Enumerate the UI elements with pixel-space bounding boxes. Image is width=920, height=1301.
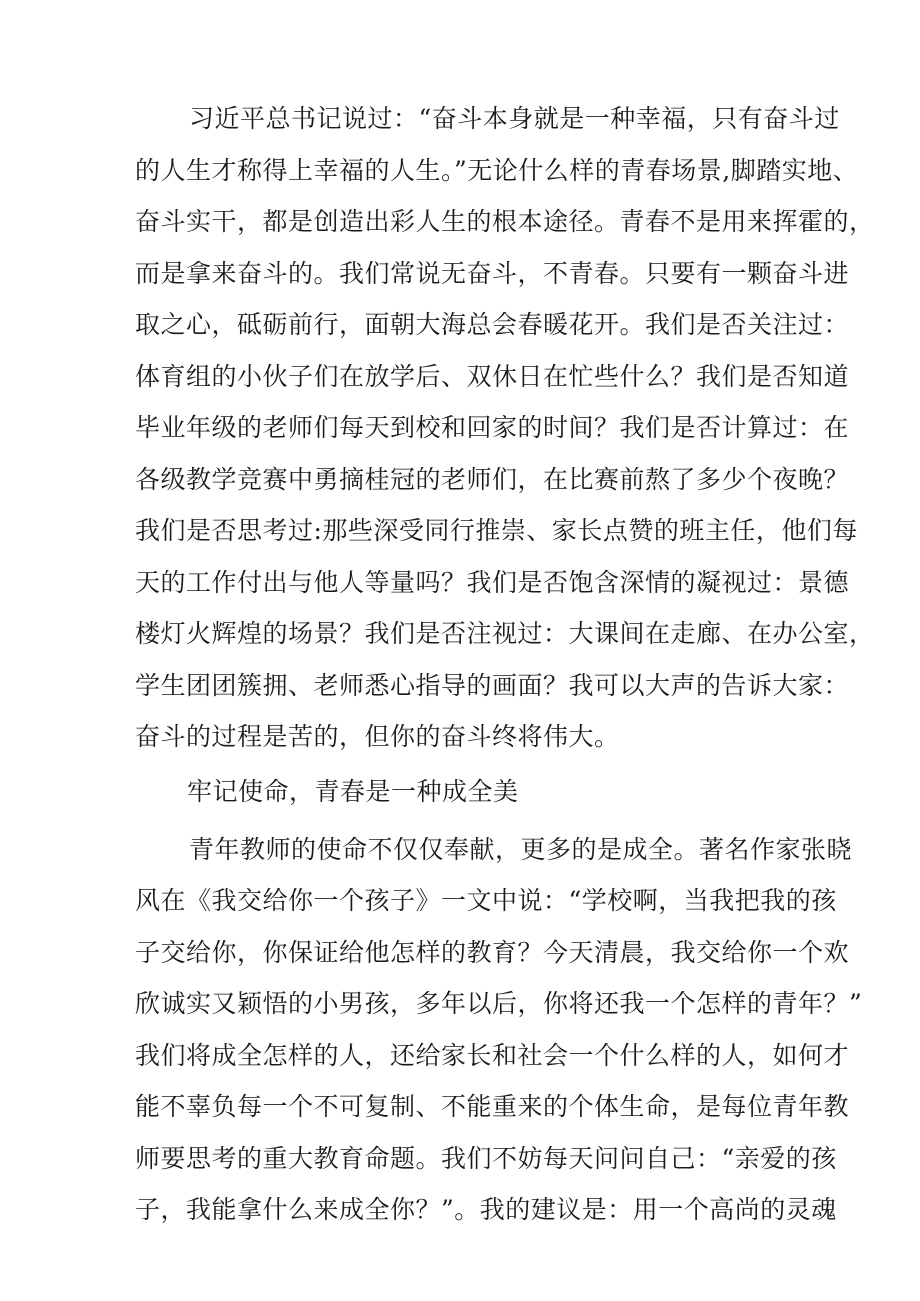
paragraph-2-line-6: 能不辜负每一个不可复制、不能重来的个体生命，是每位青年教 bbox=[135, 1092, 850, 1121]
paragraph-1-line-3: 奋斗实干，都是创造出彩人生的根本途径。青春不是用来挥霍的， bbox=[135, 207, 875, 236]
paragraph-1-line-11: 楼灯火辉煌的场景？我们是否注视过：大课间在走廊、在办公室， bbox=[135, 619, 875, 648]
paragraph-2-line-7: 师要思考的重大教育命题。我们不妨每天问问自己：“亲爱的孩 bbox=[135, 1144, 837, 1173]
paragraph-2-line-3: 子交给你，你保证给他怎样的教育？今天清晨，我交给你一个欢 bbox=[135, 938, 850, 967]
paragraph-2-line-1: 青年教师的使命不仅仅奉献，更多的是成全。著名作家张晓 bbox=[189, 835, 853, 864]
paragraph-2-line-2: 风在《我交给你一个孩子》一文中说：“学校啊，当我把我的孩 bbox=[135, 886, 837, 915]
paragraph-1-line-9: 我们是否思考过:那些深受同行推崇、家长点赞的班主任，他们每 bbox=[135, 516, 858, 545]
paragraph-1-line-10: 天的工作付出与他人等量吗？我们是否饱含深情的凝视过：景德 bbox=[135, 568, 850, 597]
paragraph-1-line-1: 习近平总书记说过：“奋斗本身就是一种幸福，只有奋斗过 bbox=[189, 104, 840, 133]
paragraph-1-line-4: 而是拿来奋斗的。我们常说无奋斗，不青春。只要有一颗奋斗进 bbox=[135, 259, 850, 288]
paragraph-1-line-13: 奋斗的过程是苦的，但你的奋斗终将伟大。 bbox=[135, 722, 620, 751]
paragraph-1-line-5: 取之心，砥砺前行，面朝大海总会春暖花开。我们是否关注过： bbox=[135, 310, 850, 339]
paragraph-1-line-12: 学生团团簇拥、老师悉心指导的画面？我可以大声的告诉大家： bbox=[135, 671, 850, 700]
paragraph-1-line-8: 各级教学竞赛中勇摘桂冠的老师们，在比赛前熬了多少个夜晚？ bbox=[135, 465, 850, 494]
paragraph-1-line-2: 的人生才称得上幸福的人生。”无论什么样的青春场景,脚踏实地、 bbox=[135, 156, 859, 185]
paragraph-2-line-4: 欣诚实又颖悟的小男孩，多年以后，你将还我一个怎样的青年？” bbox=[135, 989, 863, 1018]
paragraph-1-line-6: 体育组的小伙子们在放学后、双休日在忙些什么？我们是否知道 bbox=[135, 362, 850, 391]
paragraph-2-line-5: 我们将成全怎样的人，还给家长和社会一个什么样的人，如何才 bbox=[135, 1041, 850, 1070]
paragraph-1-line-7: 毕业年级的老师们每天到校和回家的时间？我们是否计算过：在 bbox=[135, 413, 850, 442]
section-heading: 牢记使命，青春是一种成全美 bbox=[187, 777, 519, 806]
paragraph-2-line-8: 子，我能拿什么来成全你？”。我的建议是：用一个高尚的灵魂 bbox=[135, 1195, 837, 1224]
